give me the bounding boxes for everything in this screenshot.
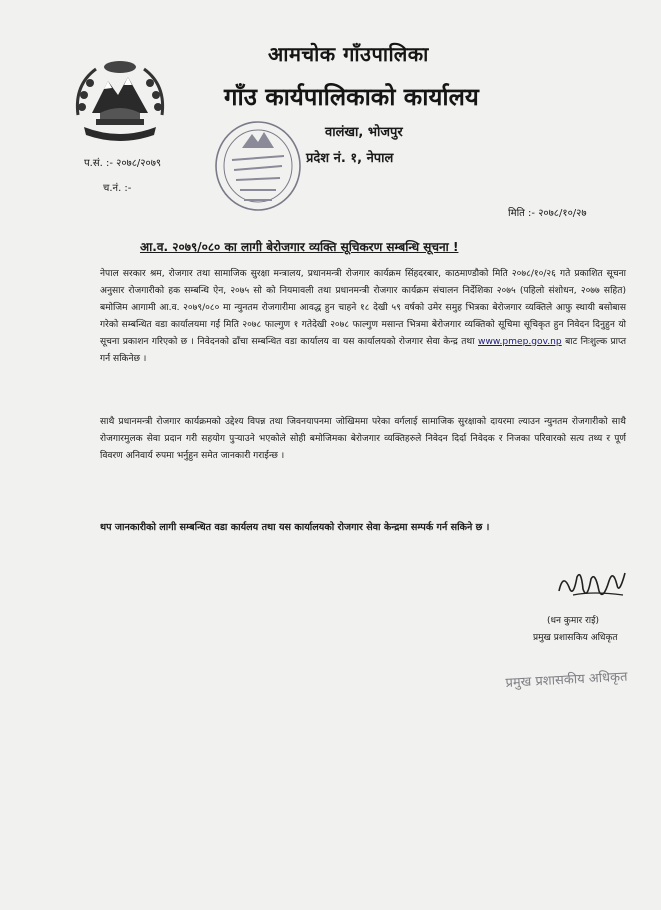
contact-note: थप जानकारीको लागी सम्बन्धित वडा कार्यलय तथा यस कार्यालयको रोजगार सेवा केन्द्रमा सम्पर्क गर्न सकिने छ । (100, 522, 490, 533)
signatory-title: प्रमुख प्रशासकिय अधिकृत (533, 633, 618, 643)
office-name: आमचोक गाँउपालिका (268, 42, 429, 66)
letter-date: मिति :- २०७८/१०/२७ (508, 208, 587, 219)
body-paragraph-1-tail: बाट निःशुल्क प्राप्त गर्न सकिनेछ । (100, 336, 627, 364)
signatory-name: (धन कुमार राई) (547, 616, 600, 626)
website-link[interactable]: www.pmep.gov.np (478, 336, 562, 347)
body-paragraph-1-text: नेपाल सरकार श्रम, रोजगार तथा सामाजिक सुरक्षा मन्त्रालय, प्रधानमन्त्री रोजगार कार्यक्रम सिंहदरबार, काठमाण्डौको मिति २०७८/१०/२६ गते प्रकाशित सूचना अनुसार रोजगारीको हक सम्बन्धि ऐन, २०७५ सो को नियमावली तथा प्रधानमन्त्री रोजगार कार्यक्रम संचालन निर्देशिका २०७५ (पहिलो संशोधन, २०७७ सहित) बमोजिम आगामी आ.व. २०७९/०८० मा न्युनतम रोजगारीमा आवद्ध हुन चाहने १८ देखी ५९ वर्षको उमेर समुह भित्रका बेरोजगार व्यक्तिले आफु स्थायी बसोबास गरेको सम्बन्धित वडा कार्यालयमा गई मिति २०७८ फाल्गुण १ गतेदेखी २०७८ फाल्गुण मसान्त भित्रमा बेरोजगार व्यक्तिको सूचिमा सूचिकृत हुन निवेदन दिनुहुन यो सूचना प्रकाशन गरिएको छ । निवेदनको ढाँचा सम्बन्धित वडा कार्यालय वा यस कार्यालयको रोजगार सेवा केन्द्र तथा (100, 269, 626, 347)
notice-subject: आ.व. २०७९/०८० का लागी बेरोजगार व्यक्ति सूचिकरण सम्बन्धि सूचना ! (140, 240, 459, 254)
office-title: गाँउ कार्यपालिकाको कार्यालय (224, 83, 479, 111)
letter-reference-number: प.सं. :- २०७८/२०७९ (84, 158, 162, 169)
nepal-emblem-icon (70, 55, 170, 143)
handwritten-signature (553, 565, 633, 610)
body-paragraph-1 (100, 266, 626, 367)
office-province: प्रदेश नं. १, नेपाल (306, 151, 394, 166)
dispatch-number: च.नं. :- (103, 183, 132, 194)
designation-stamp: प्रमुख प्रशासकीय अधिकृत (505, 669, 628, 691)
office-stamp-seal (212, 118, 304, 214)
office-address: वालंखा, भोजपुर (325, 125, 403, 140)
body-paragraph-2: साथै प्रधानमन्त्री रोजगार कार्यक्रमको उद्देश्य विपन्न तथा जिवनयापनमा जोखिममा परेका वर्गलाई सामाजिक सुरक्षाको दायरमा ल्याउन न्युनतम रोजगारीको साथै रोजगारमुलक सेवा प्रदान गरी सहयोग पुऱ्याउने भएकोले सोही बमोजिमका बेरोजगार व्यक्तिहरुले निवेदन दिर्दा निवेदक र निजका परिवारको सत्य तथ्य र पूर्ण विवरण अनिवार्य रुपमा भर्नुहुन समेत जानकारी गराईन्छ । (100, 417, 626, 461)
